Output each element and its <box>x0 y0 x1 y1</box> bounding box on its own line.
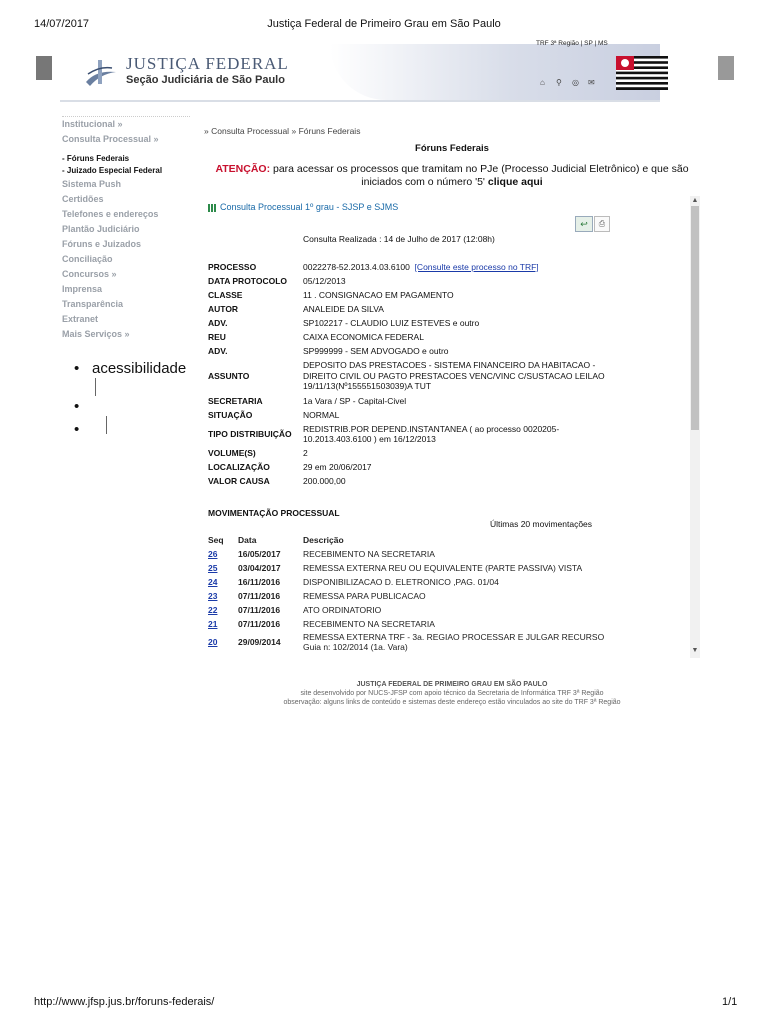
breadcrumb-current: Fóruns Federais <box>298 126 361 136</box>
field-value: SP999999 - SEM ADVOGADO e outro <box>303 345 449 356</box>
field-value: 200.000,00 <box>303 475 346 486</box>
bullet: • <box>74 398 80 415</box>
field-value: 1a Vara / SP - Capital-Civel <box>303 395 407 406</box>
left-menu <box>62 116 190 342</box>
field-label: SECRETARIA <box>208 395 263 406</box>
col-header-seq: Seq <box>208 535 224 545</box>
consulta-header <box>208 202 398 212</box>
table-row <box>208 575 608 589</box>
email-icon[interactable]: ✉ <box>588 78 595 87</box>
menu-item-consulta-processual[interactable]: Consulta Processual » <box>62 134 159 144</box>
page-title: Fóruns Federais <box>415 143 489 154</box>
banner-right-tab <box>718 56 734 80</box>
menu-item-juizado-especial[interactable]: - Juizado Especial Federal <box>62 166 163 175</box>
grid-icon <box>208 204 216 212</box>
menu-item-plantao[interactable]: Plantão Judiciário <box>62 224 140 234</box>
divider <box>106 416 107 434</box>
field-value: 11 . CONSIGNACAO EM PAGAMENTO <box>303 289 454 300</box>
field-value: 05/12/2013 <box>303 275 346 286</box>
print-button[interactable] <box>594 216 610 232</box>
row-desc: REMESSA EXTERNA REU OU EQUIVALENTE (PARTE PASSIVA) VISTA <box>303 563 583 573</box>
field-value: SP102217 - CLAUDIO LUIZ ESTEVES e outro <box>303 317 480 328</box>
field-value: 2 <box>303 447 308 458</box>
menu-item-imprensa[interactable]: Imprensa <box>62 284 103 294</box>
row-date: 29/09/2014 <box>238 637 281 647</box>
seq-link[interactable]: 25 <box>208 563 218 573</box>
breadcrumb <box>204 126 360 136</box>
field-label: DATA PROTOCOLO <box>208 275 288 286</box>
seq-link[interactable]: 24 <box>208 577 218 587</box>
col-header-descricao: Descrição <box>303 535 344 545</box>
row-date: 07/11/2016 <box>238 591 281 601</box>
print-date: 14/07/2017 <box>34 18 90 30</box>
divider <box>95 378 96 396</box>
consulta-header-text: Consulta Processual 1º grau - SJSP e SJMS <box>220 202 399 212</box>
menu-item-telefones[interactable]: Telefones e endereços <box>62 209 159 219</box>
table-row <box>208 631 608 653</box>
menu-item-transparencia[interactable]: Transparência <box>62 299 124 309</box>
seq-link[interactable]: 26 <box>208 549 218 559</box>
attention-text: para acessar os processos que tramitam no PJe (Processo Judicial Eletrônico) e que são iniciados com o número '5' <box>273 163 689 188</box>
field-label: ASSUNTO <box>208 370 250 381</box>
row-date: 07/11/2016 <box>238 619 281 629</box>
print-page-number: 1/1 <box>722 996 738 1008</box>
row-desc: RECEBIMENTO NA SECRETARIA <box>303 619 435 629</box>
seq-link[interactable]: 22 <box>208 605 218 615</box>
trf-consult-link[interactable]: [Consulte este processo no TRF] <box>414 261 539 272</box>
pje-link[interactable]: clique aqui <box>487 176 543 188</box>
accessibility-icon[interactable]: ◎ <box>572 78 579 87</box>
attention-notice <box>204 163 700 189</box>
field-label: SITUAÇÃO <box>208 409 253 420</box>
field-label: REU <box>208 331 226 342</box>
sao-paulo-flag-icon <box>616 56 668 90</box>
row-desc: ATO ORDINATORIO <box>303 605 382 615</box>
movimentacao-subtitle: Últimas 20 movimentações <box>490 519 593 529</box>
print-title: Justiça Federal de Primeiro Grau em São Paulo <box>267 18 501 30</box>
banner-swoosh <box>330 44 660 100</box>
scrollbar-thumb[interactable] <box>691 206 699 430</box>
back-arrow-icon: ↩ <box>580 219 588 229</box>
field-value: 29 em 20/06/2017 <box>303 461 372 472</box>
breadcrumb-sep: » <box>204 126 209 136</box>
row-date: 16/11/2016 <box>238 577 281 587</box>
menu-item-institucional[interactable]: Institucional » <box>62 119 123 129</box>
search-icon[interactable]: ⚲ <box>556 78 562 87</box>
col-header-data: Data <box>238 535 257 545</box>
footer-line1: JUSTIÇA FEDERAL DE PRIMEIRO GRAU EM SÃO PAULO <box>356 681 548 688</box>
field-value: ANALEIDE DA SILVA <box>303 303 384 314</box>
field-value: NORMAL <box>303 409 340 420</box>
menu-item-extranet[interactable]: Extranet <box>62 314 99 324</box>
row-desc: DISPONIBILIZACAO D. ELETRONICO ,PAG. 01/04 <box>303 577 499 587</box>
movimentacao-title: MOVIMENTAÇÃO PROCESSUAL <box>208 508 340 518</box>
row-date: 03/04/2017 <box>238 563 281 573</box>
field-label: VOLUME(S) <box>208 447 256 458</box>
banner-subtitle: Seção Judiciária de São Paulo <box>126 74 285 86</box>
field-label: VALOR CAUSA <box>208 475 270 486</box>
table-row <box>208 561 608 575</box>
consulta-realizada: Consulta Realizada : 14 de Julho de 2017 (12:08h) <box>303 234 495 244</box>
footer-line2: site desenvolvido por NUCS-JFSP com apoio técnico da Secretaria de Informática TRF 3ª Região <box>300 690 604 697</box>
movimentacao-table <box>208 533 608 653</box>
field-label: LOCALIZAÇÃO <box>208 461 270 472</box>
bullet: • <box>74 421 80 438</box>
field-label: CLASSE <box>208 289 243 300</box>
breadcrumb-sep: » <box>291 126 297 136</box>
menu-item-mais-servicos[interactable]: Mais Serviços » <box>62 329 130 339</box>
field-value: REDISTRIB.POR DEPEND.INSTANTANEA ( ao processo 0020205-10.2013.403.6100 ) em 16/12/2013 <box>303 423 560 444</box>
seq-link[interactable]: 23 <box>208 591 218 601</box>
table-row <box>208 589 608 603</box>
home-icon[interactable]: ⌂ <box>540 78 545 87</box>
seq-link[interactable]: 20 <box>208 637 218 647</box>
attention-label: ATENÇÃO: <box>215 163 271 175</box>
print-url: http://www.jfsp.jus.br/foruns-federais/ <box>34 996 215 1008</box>
menu-item-foruns-juizados[interactable]: Fóruns e Juizados <box>62 239 142 249</box>
table-row <box>208 603 608 617</box>
table-row <box>208 617 608 631</box>
site-footer <box>204 680 700 707</box>
field-label: AUTOR <box>208 303 239 314</box>
row-desc: REMESSA EXTERNA TRF - 3a. REGIAO PROCESSAR E JULGAR RECURSO Guia n: 102/2014 (1a. Vara) <box>303 632 605 652</box>
field-value: DEPOSITO DAS PRESTACOES - SISTEMA FINANCEIRO DA HABITACAO - DIREITO CIVIL OU PAGTO PRESTACOES VENC/VINC C/SUSTACAO LEILAO 19/11/13(Nº155551503039)A TUT <box>303 360 605 392</box>
process-details-table <box>208 260 608 488</box>
row-date: 07/11/2016 <box>238 605 281 615</box>
menu-item-concursos[interactable]: Concursos » <box>62 269 117 279</box>
menu-item-sistema-push[interactable]: Sistema Push <box>62 179 122 189</box>
trf-region-links[interactable]: TRF 3ª Região | SP | MS <box>536 40 608 47</box>
tool-icons <box>540 79 620 91</box>
menu-item-certidoes[interactable]: Certidões <box>62 194 104 204</box>
row-desc: RECEBIMENTO NA SECRETARIA <box>303 549 435 559</box>
table-row <box>208 547 608 561</box>
row-desc: REMESSA PARA PUBLICACAO <box>303 591 426 601</box>
breadcrumb-consulta-processual[interactable]: Consulta Processual <box>211 126 290 136</box>
scroll-up-arrow-icon[interactable]: ▲ <box>691 197 699 204</box>
banner-left-tab <box>36 56 52 80</box>
field-label: TIPO DISTRIBUIÇÃO <box>208 428 292 439</box>
field-label: PROCESSO <box>208 261 257 272</box>
row-date: 16/05/2017 <box>238 549 281 559</box>
justica-federal-logo-icon[interactable] <box>82 56 120 88</box>
field-label: ADV. <box>208 345 228 356</box>
menu-item-conciliacao[interactable]: Conciliação <box>62 254 113 264</box>
field-label: ADV. <box>208 317 228 328</box>
seq-link[interactable]: 21 <box>208 619 218 629</box>
banner-title: JUSTIÇA FEDERAL <box>126 54 289 73</box>
footer-line3: observação: alguns links de conteúdo e sistemas deste endereço estão vinculados ao site do TRF 3ª Região <box>283 699 621 706</box>
field-value: CAIXA ECONOMICA FEDERAL <box>303 331 424 342</box>
back-button[interactable] <box>575 216 593 232</box>
process-number: 0022278-52.2013.4.03.6100 <box>303 261 410 272</box>
accessibility-link[interactable]: acessibilidade <box>92 360 187 377</box>
bullet: • <box>74 360 80 377</box>
print-icon: ⎙ <box>598 219 606 228</box>
menu-item-foruns-federais[interactable]: - Fóruns Federais <box>62 154 130 163</box>
scroll-down-arrow-icon[interactable]: ▼ <box>691 647 699 654</box>
